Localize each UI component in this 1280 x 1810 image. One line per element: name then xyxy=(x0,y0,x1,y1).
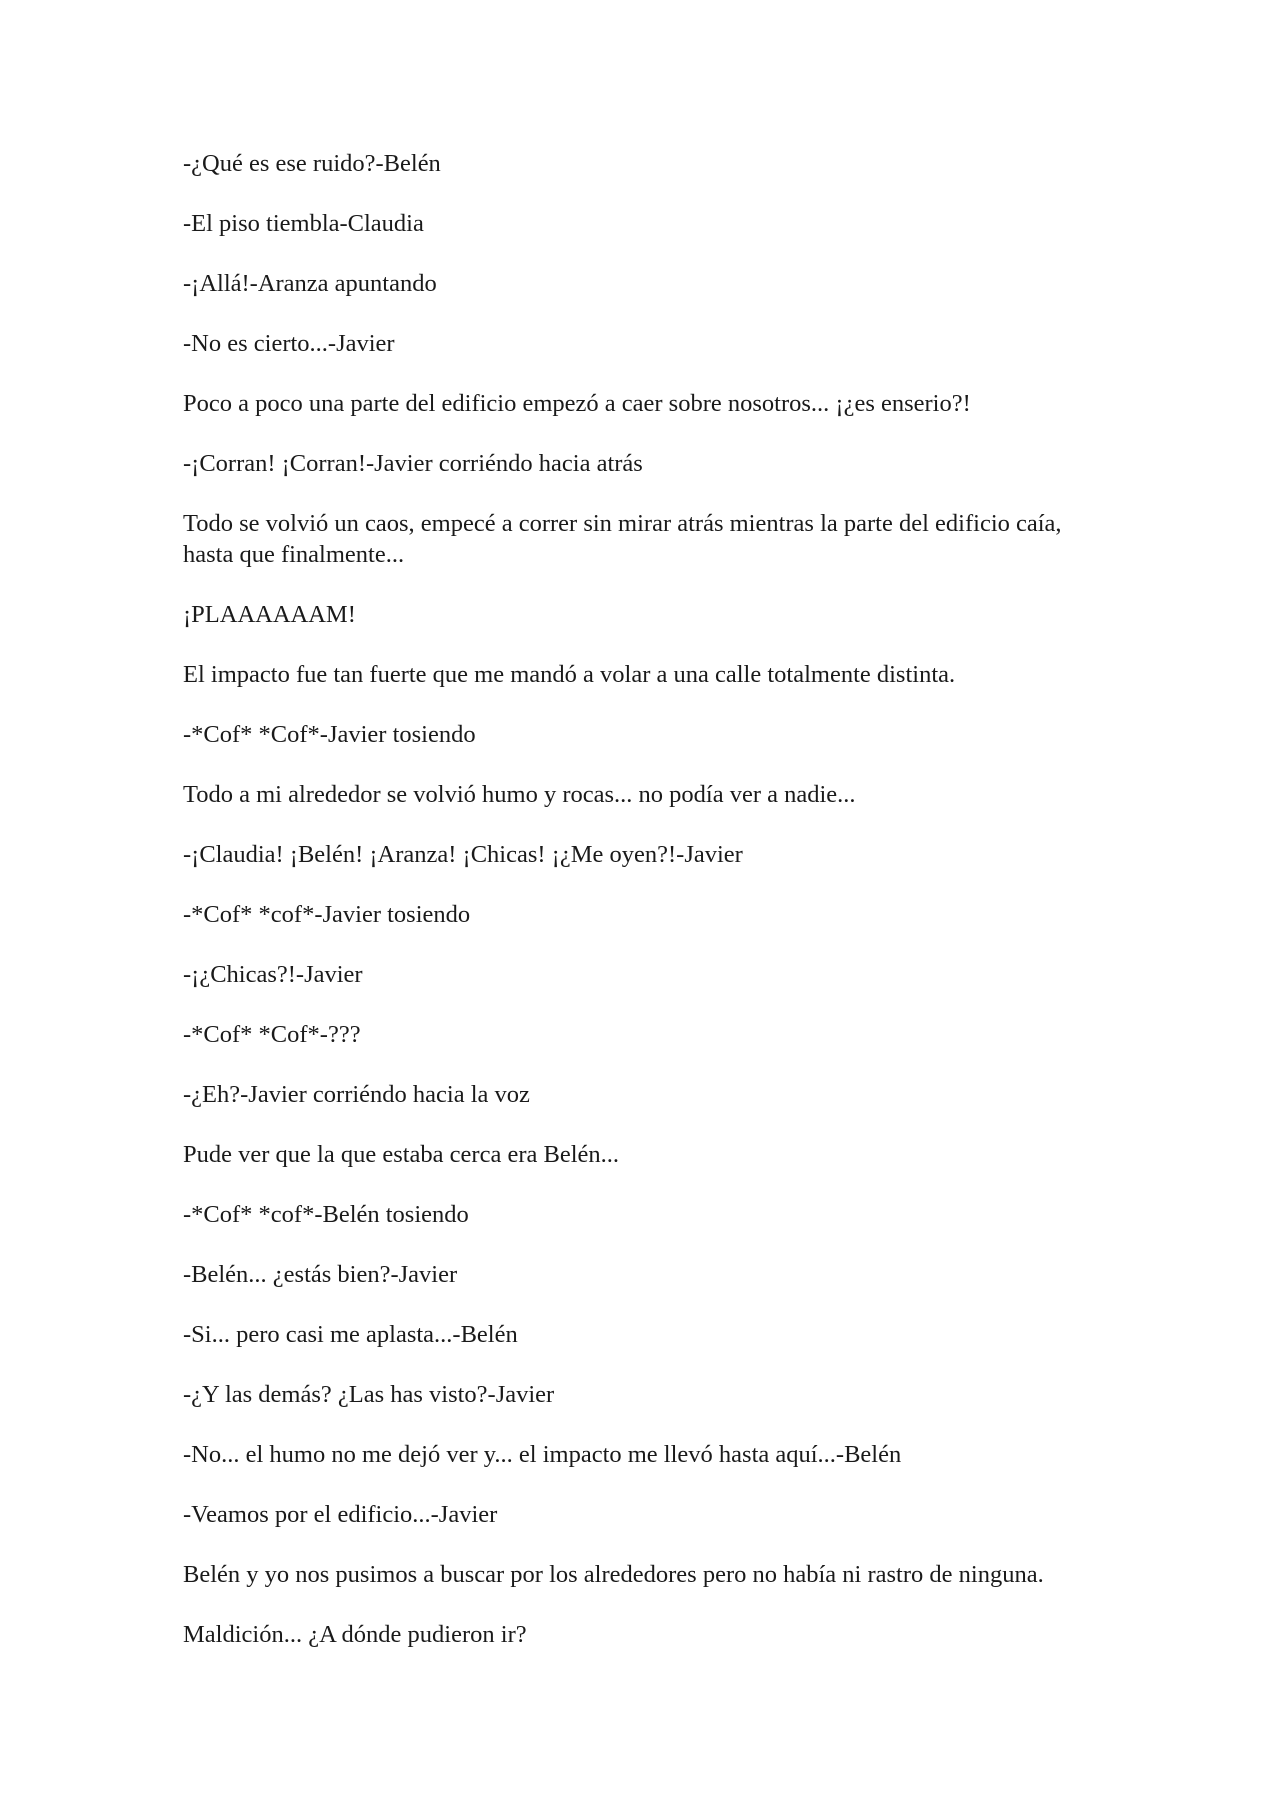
paragraph: -¿Y las demás? ¿Las has visto?-Javier xyxy=(183,1381,555,1408)
paragraph: -El piso tiembla-Claudia xyxy=(183,210,424,237)
paragraph: -¡¿Chicas?!-Javier xyxy=(183,961,363,988)
paragraph: -¿Eh?-Javier corriéndo hacia la voz xyxy=(183,1081,530,1108)
paragraph: -*Cof* *cof*-Belén tosiendo xyxy=(183,1201,469,1228)
paragraph: Poco a poco una parte del edificio empezó a caer sobre nosotros... ¡¿es enserio?! xyxy=(183,390,971,417)
paragraph: ¡PLAAAAAAM! xyxy=(183,601,356,628)
paragraph: -*Cof* *Cof*-Javier tosiendo xyxy=(183,721,476,748)
paragraph: -Si... pero casi me aplasta...-Belén xyxy=(183,1321,518,1348)
paragraph: -¿Qué es ese ruido?-Belén xyxy=(183,150,441,177)
paragraph: Todo a mi alrededor se volvió humo y rocas... no podía ver a nadie... xyxy=(183,781,856,808)
paragraph: -No es cierto...-Javier xyxy=(183,330,395,357)
paragraph: -Veamos por el edificio...-Javier xyxy=(183,1501,498,1528)
paragraph: -*Cof* *cof*-Javier tosiendo xyxy=(183,901,471,928)
paragraph: Belén y yo nos pusimos a buscar por los alrededores pero no había ni rastro de ninguna. xyxy=(183,1561,1044,1588)
paragraph: -Belén... ¿estás bien?-Javier xyxy=(183,1261,458,1288)
paragraph: El impacto fue tan fuerte que me mandó a volar a una calle totalmente distinta. xyxy=(183,661,956,688)
paragraph: -¡Allá!-Aranza apuntando xyxy=(183,270,437,297)
paragraph: -*Cof* *Cof*-??? xyxy=(183,1021,361,1048)
document-body xyxy=(183,148,1103,1679)
paragraph: Todo se volvió un caos, empecé a correr sin mirar atrás mientras la parte del edificio caía, hasta que finalmente... xyxy=(183,510,1062,568)
paragraph: Maldición... ¿A dónde pudieron ir? xyxy=(183,1621,527,1648)
paragraph: -No... el humo no me dejó ver y... el impacto me llevó hasta aquí...-Belén xyxy=(183,1441,902,1468)
paragraph: -¡Claudia! ¡Belén! ¡Aranza! ¡Chicas! ¡¿Me oyen?!-Javier xyxy=(183,841,743,868)
paragraph: -¡Corran! ¡Corran!-Javier corriéndo hacia atrás xyxy=(183,450,643,477)
paragraph: Pude ver que la que estaba cerca era Belén... xyxy=(183,1141,620,1168)
